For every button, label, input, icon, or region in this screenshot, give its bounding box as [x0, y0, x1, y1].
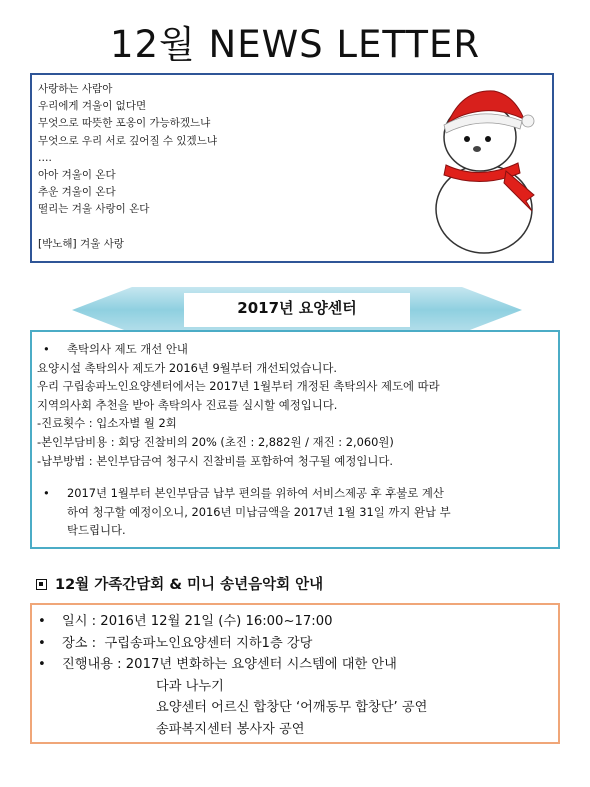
notice-box [30, 330, 560, 549]
event-content-item: 요양센터 어르신 합창단 ‘어깨동무 합창단’ 공연 [156, 700, 428, 715]
notice-line: 지역의사회 추천을 받아 촉탁의사 진료를 실시할 예정입니다. [37, 397, 338, 412]
poem-line: …. [38, 151, 52, 164]
banner-title: 2017년 요양센터 [237, 299, 357, 317]
event-content [38, 611, 427, 740]
poem-line: 우리에게 겨울이 없다면 [38, 100, 147, 113]
poem-line: 추운 겨울이 온다 [38, 186, 116, 199]
notice-line: 우리 구립송파노인요양센터에서는 2017년 1월부터 개정된 촉탁의사 제도에 따라 [37, 379, 440, 394]
bullet-icon: • [38, 657, 46, 672]
event-content-item: 송파복지센터 봉사자 공연 [156, 721, 305, 737]
newsletter-title: 12월 NEWS LETTER [109, 23, 481, 66]
poem-line: 무엇으로 우리 서로 깊어질 수 있겠느냐 [38, 134, 217, 147]
notice-para2-line: 2017년 1월부터 본인부담금 납부 편의를 위하여 서비스제공 후 후불로 계산 [67, 486, 444, 501]
notice-line: -납부방법 : 본인부담금여 청구시 진찰비를 포함하여 청구될 예정입니다. [37, 453, 394, 468]
poem-box [30, 73, 554, 263]
bullet-icon: • [38, 614, 46, 629]
bullet-icon: • [43, 486, 50, 501]
notice-heading: 촉탁의사 제도 개선 안내 [67, 342, 188, 356]
poem-line [38, 219, 217, 236]
poem-line: 무엇으로 따뜻한 포옹이 가능하겠느냐 [38, 117, 211, 130]
notice-heading-row [37, 340, 451, 359]
notice-para2-line: 하여 청구할 예정이오니, 2016년 미납금액을 2017년 1월 31일 까지 완납 부 [67, 504, 451, 519]
notice-paragraph-2 [37, 484, 451, 540]
event-content-label: 진행내용 : 2017년 변화하는 요양센터 시스템에 대한 안내 [62, 657, 397, 672]
bullet-icon: • [43, 342, 50, 356]
event-section-heading [36, 573, 323, 594]
notice-line: -본인부담비용 : 회당 진찰비의 20% (초진 : 2,882원 / 재진 : 2,060원) [37, 434, 394, 449]
event-content-item: 다과 나누기 [156, 678, 224, 694]
section-banner [72, 285, 522, 335]
event-box [30, 603, 560, 744]
poem-line: 떨리는 겨울 사랑이 온다 [38, 203, 150, 216]
poem-line: 아아 겨울이 온다 [38, 168, 116, 181]
notice-line: -진료횟수 : 입소자별 월 2회 [37, 416, 177, 431]
event-section-title: 12월 가족간담회 & 미니 송년음악회 안내 [55, 577, 324, 593]
notice-content [37, 340, 451, 540]
event-date: 일시 : 2016년 12월 21일 (수) 16:00~17:00 [62, 614, 333, 629]
event-place: 장소 : 구립송파노인요양센터 지하1층 강당 [62, 635, 313, 651]
poem-line: 사랑하는 사람아 [38, 83, 113, 95]
snowman-illustration [422, 79, 552, 259]
notice-para2-line: 탁드립니다. [67, 523, 126, 538]
square-bullet-icon [36, 579, 47, 590]
notice-line: 요양시설 촉탁의사 제도가 2016년 9월부터 개선되었습니다. [37, 360, 338, 375]
bullet-icon: • [38, 635, 46, 651]
poem-text [38, 81, 217, 253]
poem-attribution: [박노해] 겨울 사랑 [38, 237, 124, 250]
